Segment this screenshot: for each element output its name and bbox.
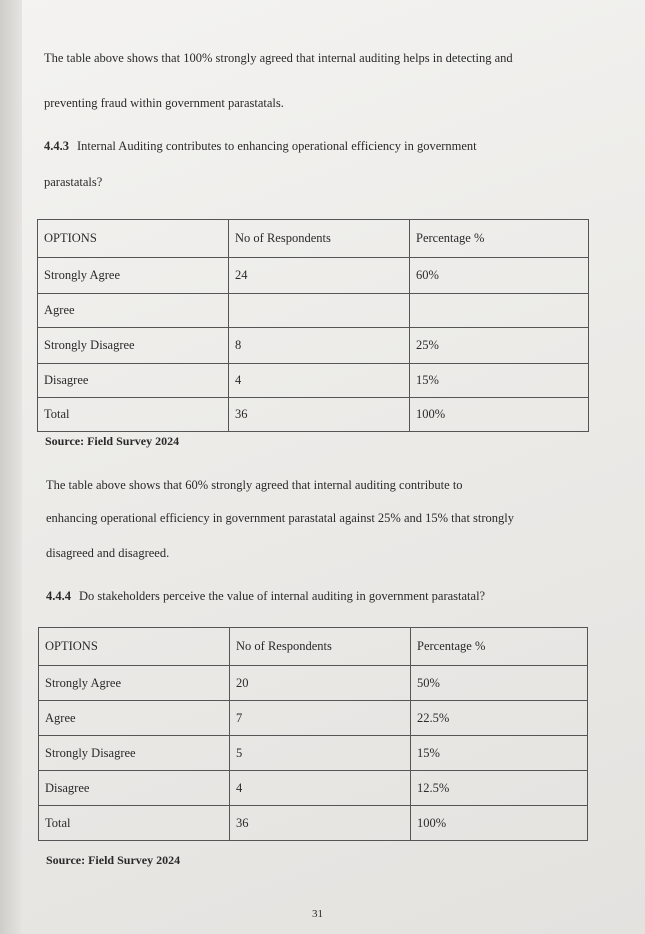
table-row xyxy=(38,258,589,294)
header-respondents: No of Respondents xyxy=(229,220,410,258)
percentage-cell: 12.5% xyxy=(411,771,588,806)
header-percentage: Percentage % xyxy=(410,220,589,258)
option-cell: Strongly Disagree xyxy=(38,328,229,364)
table-header-row xyxy=(38,220,589,258)
percentage-cell: 22.5% xyxy=(411,701,588,736)
percentage-cell: 15% xyxy=(410,364,589,398)
page-number: 31 xyxy=(312,908,323,920)
table-row xyxy=(38,398,589,432)
table-row xyxy=(38,364,589,398)
header-options: OPTIONS xyxy=(39,628,230,666)
section-443-title-line-1: Internal Auditing contributes to enhancing operational efficiency in government xyxy=(77,139,477,153)
section-444-title: Do stakeholders perceive the value of internal auditing in government parastatal? xyxy=(79,589,486,603)
percentage-cell: 25% xyxy=(410,328,589,364)
option-cell: Disagree xyxy=(38,364,229,398)
summary-2-line-1: The table above shows that 60% strongly agreed that internal auditing contribute to xyxy=(46,478,463,492)
respondents-cell: 4 xyxy=(230,771,411,806)
respondents-cell: 20 xyxy=(230,666,411,701)
intro-line-1: The table above shows that 100% strongly agreed that internal auditing helps in detecting and xyxy=(44,51,513,65)
table-row xyxy=(39,806,588,841)
table-row xyxy=(39,701,588,736)
option-cell: Agree xyxy=(39,701,230,736)
option-cell: Strongly Agree xyxy=(39,666,230,701)
table-row xyxy=(39,736,588,771)
option-cell: Disagree xyxy=(39,771,230,806)
summary-2-line-2: enhancing operational efficiency in government parastatal against 25% and 15% that strongly xyxy=(46,511,515,525)
respondents-cell: 36 xyxy=(230,806,411,841)
percentage-cell: 50% xyxy=(411,666,588,701)
header-options: OPTIONS xyxy=(38,220,229,258)
table-row xyxy=(39,771,588,806)
percentage-cell: 60% xyxy=(410,258,589,294)
table-row xyxy=(38,328,589,364)
respondents-cell: 36 xyxy=(229,398,410,432)
intro-line-2: preventing fraud within government parastatals. xyxy=(44,96,284,110)
section-444-heading xyxy=(46,590,485,603)
option-cell: Total xyxy=(38,398,229,432)
option-cell: Strongly Disagree xyxy=(39,736,230,771)
section-443-title-line-2: parastatals? xyxy=(44,175,103,189)
respondents-cell: 24 xyxy=(229,258,410,294)
percentage-cell: 15% xyxy=(411,736,588,771)
respondents-cell: 5 xyxy=(230,736,411,771)
respondents-cell: 8 xyxy=(229,328,410,364)
option-cell: Agree xyxy=(38,294,229,328)
table-header-row xyxy=(39,628,588,666)
section-443-heading xyxy=(44,140,477,153)
respondents-cell: 4 xyxy=(229,364,410,398)
header-percentage: Percentage % xyxy=(411,628,588,666)
respondents-cell xyxy=(229,294,410,328)
table-operational-efficiency xyxy=(37,219,589,432)
section-444-number: 4.4.4 xyxy=(46,589,71,603)
header-respondents: No of Respondents xyxy=(230,628,411,666)
option-cell: Total xyxy=(39,806,230,841)
percentage-cell: 100% xyxy=(410,398,589,432)
table-row xyxy=(39,666,588,701)
respondents-cell: 7 xyxy=(230,701,411,736)
summary-2-line-3: disagreed and disagreed. xyxy=(46,546,170,560)
table-row xyxy=(38,294,589,328)
option-cell: Strongly Agree xyxy=(38,258,229,294)
percentage-cell: 100% xyxy=(411,806,588,841)
table-2-source: Source: Field Survey 2024 xyxy=(46,853,181,867)
section-443-number: 4.4.3 xyxy=(44,139,69,153)
table-stakeholder-perception xyxy=(38,627,588,841)
page-edge-shadow xyxy=(0,0,22,934)
table-1-source: Source: Field Survey 2024 xyxy=(45,434,180,448)
percentage-cell xyxy=(410,294,589,328)
